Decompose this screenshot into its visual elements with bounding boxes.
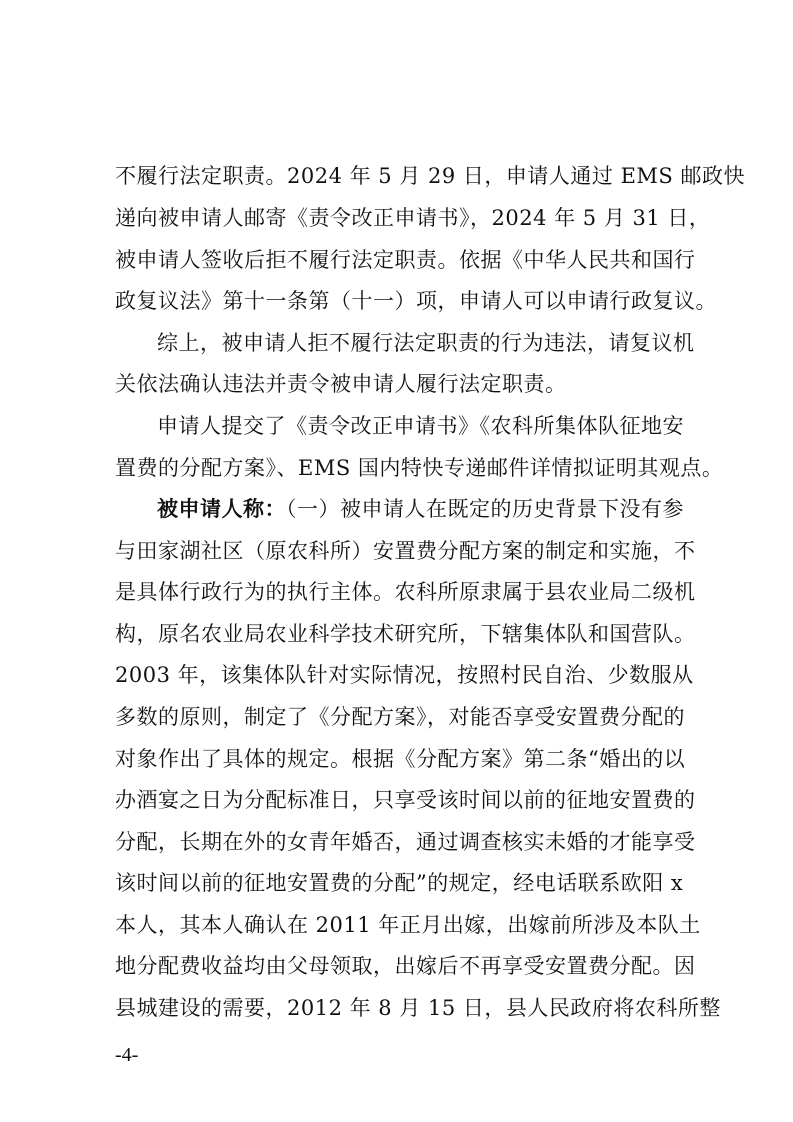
text-line: 该时间以前的征地安置费的分配”的规定，经电话联系欧阳 x bbox=[115, 871, 684, 895]
text-line: 递向被申请人邮寄《责令改正申请书》，2024 年 5 月 31 日， bbox=[115, 206, 711, 230]
text-line: 置费的分配方案》、EMS 国内特快专递邮件详情拟证明其观点。 bbox=[115, 456, 724, 480]
text-line: 综上，被申请人拒不履行法定职责的行为违法，请复议机 bbox=[157, 331, 695, 355]
text-line: 多数的原则，制定了《分配方案》，对能否享受安置费分配的 bbox=[115, 705, 685, 729]
text-line: 不履行法定职责。2024 年 5 月 29 日，申请人通过 EMS 邮政快 bbox=[115, 164, 745, 188]
text-line: 对象作出了具体的规定。根据《分配方案》第二条“婚出的以 bbox=[115, 747, 686, 771]
text-line: 是具体行政行为的执行主体。农科所原隶属于县农业局二级机 bbox=[115, 580, 696, 604]
text-line: 办酒宴之日为分配标准日，只享受该时间以前的征地安置费的 bbox=[115, 788, 696, 812]
text-line: 与田家湖社区（原农科所）安置费分配方案的制定和实施，不 bbox=[115, 539, 696, 563]
text-line: 申请人提交了《责令改正申请书》《农科所集体队征地安 bbox=[157, 414, 684, 438]
text-line: 被申请人签收后拒不履行法定职责。依据《中华人民共和国行 bbox=[115, 248, 696, 272]
text-line: 地分配费收益均由父母领取，出嫁后不再享受安置费分配。因 bbox=[115, 954, 696, 978]
text-line: 2003 年，该集体队针对实际情况，按照村民自治、少数服从 bbox=[115, 663, 694, 687]
text-line: 构，原名农业局农业科学技术研究所，下辖集体队和国营队。 bbox=[115, 622, 696, 646]
text-segment: （一）被申请人在既定的历史背景下没有参 bbox=[286, 497, 684, 521]
text-line: 县城建设的需要，2012 年 8 月 15 日，县人民政府将农科所整 bbox=[115, 996, 721, 1020]
text-line: 政复议法》第十一条第（十一）项，申请人可以申请行政复议。 bbox=[115, 289, 717, 313]
page-number: -4- bbox=[115, 1044, 139, 1066]
respondent-label: 被申请人称： bbox=[157, 496, 286, 521]
text-line: 关依法确认违法并责令被申请人履行法定职责。 bbox=[115, 372, 567, 396]
text-line: 本人，其本人确认在 2011 年正月出嫁，出嫁前所涉及本队土 bbox=[115, 913, 701, 937]
text-line bbox=[157, 491, 684, 527]
text-line: 分配，长期在外的女青年婚否，通过调查核实未婚的才能享受 bbox=[115, 830, 696, 854]
